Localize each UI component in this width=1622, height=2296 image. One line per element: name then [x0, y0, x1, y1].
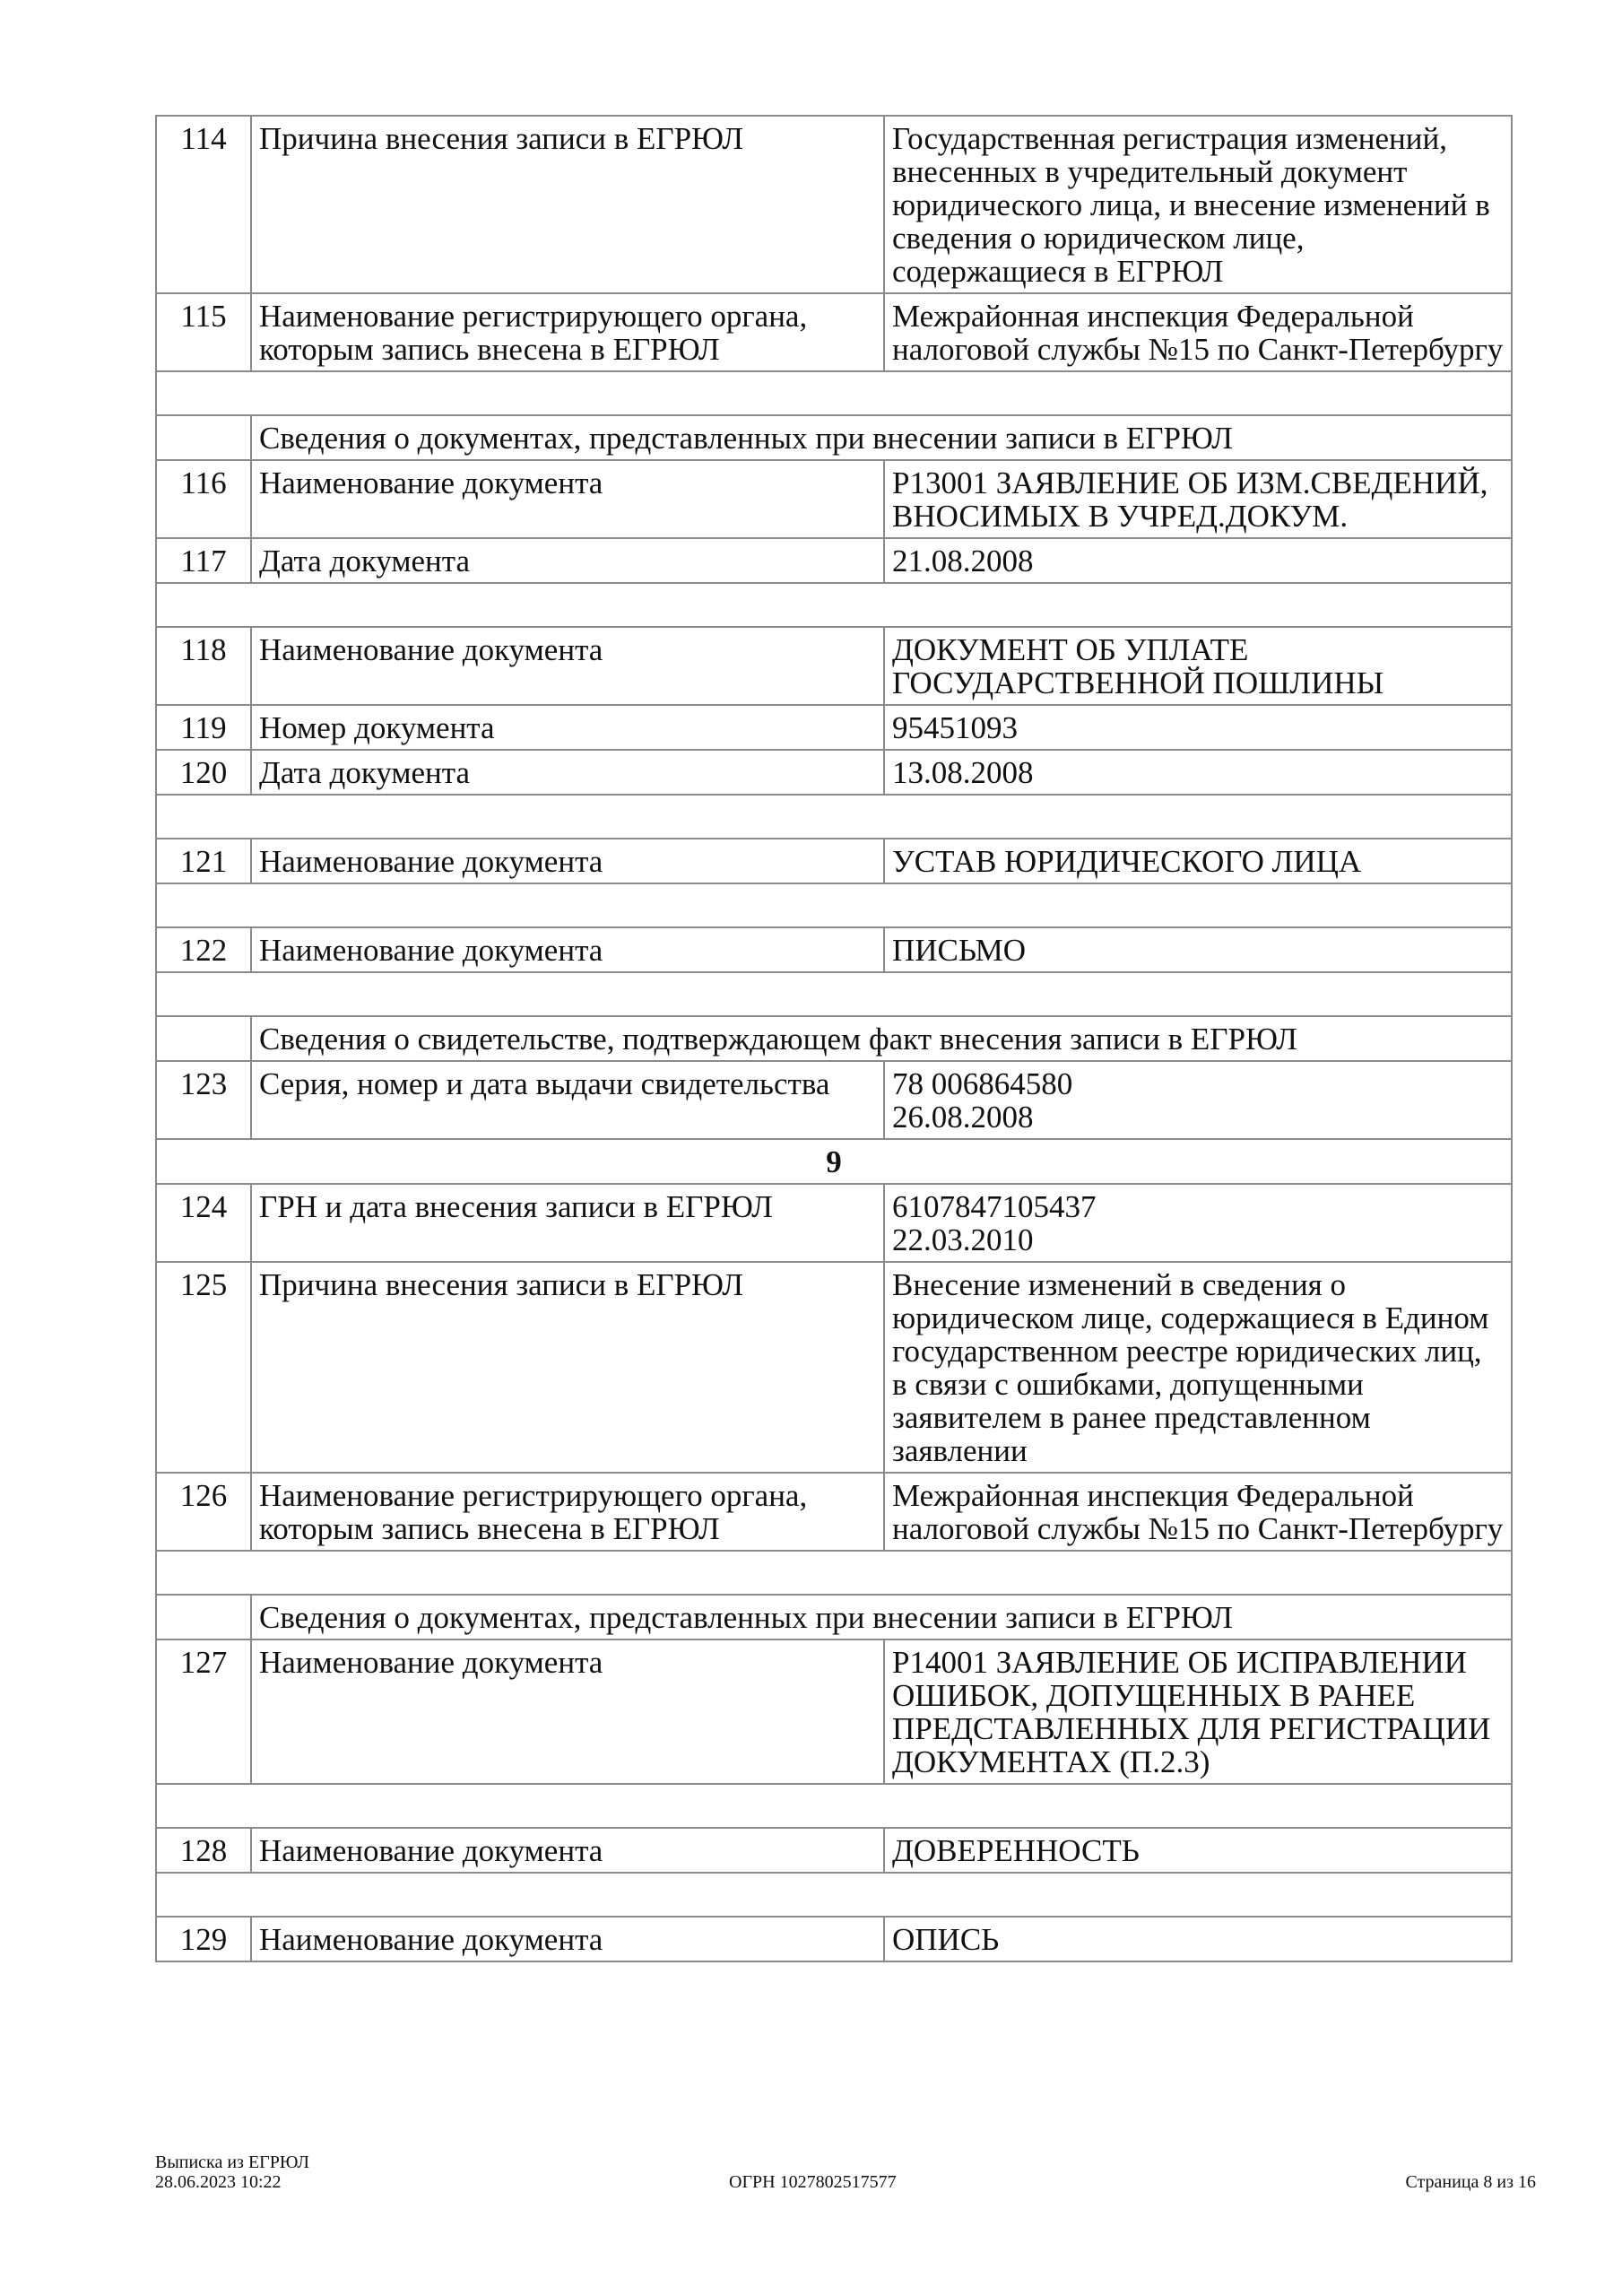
spacer-row [156, 1784, 1512, 1828]
row-value: Межрайонная инспекция Федеральной налоговой службы №15 по Санкт-Петербургу [884, 1473, 1512, 1551]
record-number-row [156, 1139, 1512, 1184]
row-label: Наименование документа [251, 839, 884, 883]
heading-blank-cell [156, 1016, 251, 1061]
spacer-cell [156, 795, 1512, 839]
table-row [156, 927, 1512, 972]
spacer-cell [156, 371, 1512, 415]
row-number: 123 [156, 1061, 251, 1139]
row-value: 13.08.2008 [884, 750, 1512, 795]
row-label: Наименование регистрирующего органа, которым запись внесена в ЕГРЮЛ [251, 293, 884, 371]
heading-blank-cell [156, 415, 251, 460]
section-heading-row [156, 1016, 1512, 1061]
table-row [156, 1828, 1512, 1873]
row-label: Причина внесения записи в ЕГРЮЛ [251, 1262, 884, 1473]
spacer-row [156, 1551, 1512, 1595]
row-number: 120 [156, 750, 251, 795]
table-row [156, 839, 1512, 883]
row-number: 119 [156, 705, 251, 750]
footer-doc-title: Выписка из ЕГРЮЛ [155, 2152, 309, 2172]
row-value: Р14001 ЗАЯВЛЕНИЕ ОБ ИСПРАВЛЕНИИ ОШИБОК, ДОПУЩЕННЫХ В РАНЕЕ ПРЕДСТАВЛЕННЫХ ДЛЯ РЕГИСТРАЦИИ ДОКУМЕНТАХ (П.2.3) [884, 1639, 1512, 1784]
row-label: Дата документа [251, 538, 884, 583]
record-number: 9 [156, 1139, 1512, 1184]
spacer-cell [156, 1784, 1512, 1828]
row-value: Внесение изменений в сведения о юридическом лице, содержащиеся в Едином государственном реестре юридических лиц, в связи с ошибками, допущенными заявителем в ранее представленном заявлении [884, 1262, 1512, 1473]
table-row [156, 538, 1512, 583]
footer-left [155, 2152, 309, 2192]
table-row [156, 293, 1512, 371]
heading-blank-cell [156, 1595, 251, 1639]
row-number: 124 [156, 1184, 251, 1262]
section-heading-row [156, 1595, 1512, 1639]
row-label: Наименование документа [251, 627, 884, 705]
table-row [156, 1473, 1512, 1551]
row-label: Наименование документа [251, 1639, 884, 1784]
row-label: Наименование документа [251, 460, 884, 538]
row-label: Наименование документа [251, 1828, 884, 1873]
row-value: 78 006864580 26.08.2008 [884, 1061, 1512, 1139]
table-row [156, 116, 1512, 293]
row-number: 114 [156, 116, 251, 293]
row-label: Дата документа [251, 750, 884, 795]
row-value: ДОВЕРЕННОСТЬ [884, 1828, 1512, 1873]
row-label: Серия, номер и дата выдачи свидетельства [251, 1061, 884, 1139]
table-row [156, 627, 1512, 705]
table-row [156, 705, 1512, 750]
section-heading: Сведения о документах, представленных при внесении записи в ЕГРЮЛ [251, 415, 1512, 460]
table-row [156, 1262, 1512, 1473]
spacer-cell [156, 972, 1512, 1016]
row-value: Государственная регистрация изменений, внесенных в учредительный документ юридического лица, и внесение изменений в сведения о юридическом лице, содержащиеся в ЕГРЮЛ [884, 116, 1512, 293]
row-value: Межрайонная инспекция Федеральной налоговой службы №15 по Санкт-Петербургу [884, 293, 1512, 371]
row-value: ПИСЬМО [884, 927, 1512, 972]
row-value: 6107847105437 22.03.2010 [884, 1184, 1512, 1262]
row-value: 95451093 [884, 705, 1512, 750]
row-label: Причина внесения записи в ЕГРЮЛ [251, 116, 884, 293]
table-row [156, 1639, 1512, 1784]
row-label: Наименование регистрирующего органа, которым запись внесена в ЕГРЮЛ [251, 1473, 884, 1551]
spacer-cell [156, 883, 1512, 927]
row-number: 117 [156, 538, 251, 583]
table-row [156, 460, 1512, 538]
row-number: 127 [156, 1639, 251, 1784]
row-value: ДОКУМЕНТ ОБ УПЛАТЕ ГОСУДАРСТВЕННОЙ ПОШЛИНЫ [884, 627, 1512, 705]
spacer-row [156, 371, 1512, 415]
footer-ogrn: ОГРН 1027802517577 [729, 2172, 897, 2192]
table-row [156, 1184, 1512, 1262]
spacer-cell [156, 583, 1512, 627]
section-heading-row [156, 415, 1512, 460]
row-number: 115 [156, 293, 251, 371]
row-label: ГРН и дата внесения записи в ЕГРЮЛ [251, 1184, 884, 1262]
row-value: Р13001 ЗАЯВЛЕНИЕ ОБ ИЗМ.СВЕДЕНИЙ, ВНОСИМЫХ В УЧРЕД.ДОКУМ. [884, 460, 1512, 538]
spacer-cell [156, 1873, 1512, 1917]
row-label: Номер документа [251, 705, 884, 750]
row-value: 21.08.2008 [884, 538, 1512, 583]
table-row [156, 1917, 1512, 1961]
footer-page-number: Страница 8 из 16 [1405, 2172, 1536, 2192]
row-number: 118 [156, 627, 251, 705]
table-row [156, 1061, 1512, 1139]
footer-datetime: 28.06.2023 10:22 [155, 2172, 282, 2192]
table-row [156, 750, 1512, 795]
spacer-row [156, 795, 1512, 839]
row-number: 126 [156, 1473, 251, 1551]
row-value: УСТАВ ЮРИДИЧЕСКОГО ЛИЦА [884, 839, 1512, 883]
row-label: Наименование документа [251, 1917, 884, 1961]
row-number: 125 [156, 1262, 251, 1473]
spacer-row [156, 1873, 1512, 1917]
row-number: 128 [156, 1828, 251, 1873]
spacer-row [156, 583, 1512, 627]
row-number: 121 [156, 839, 251, 883]
row-number: 122 [156, 927, 251, 972]
row-number: 116 [156, 460, 251, 538]
row-value: ОПИСЬ [884, 1917, 1512, 1961]
section-heading: Сведения о документах, представленных при внесении записи в ЕГРЮЛ [251, 1595, 1512, 1639]
spacer-row [156, 883, 1512, 927]
egrul-records-table [155, 115, 1513, 1962]
spacer-row [156, 972, 1512, 1016]
spacer-cell [156, 1551, 1512, 1595]
row-label: Наименование документа [251, 927, 884, 972]
section-heading: Сведения о свидетельстве, подтверждающем факт внесения записи в ЕГРЮЛ [251, 1016, 1512, 1061]
row-number: 129 [156, 1917, 251, 1961]
